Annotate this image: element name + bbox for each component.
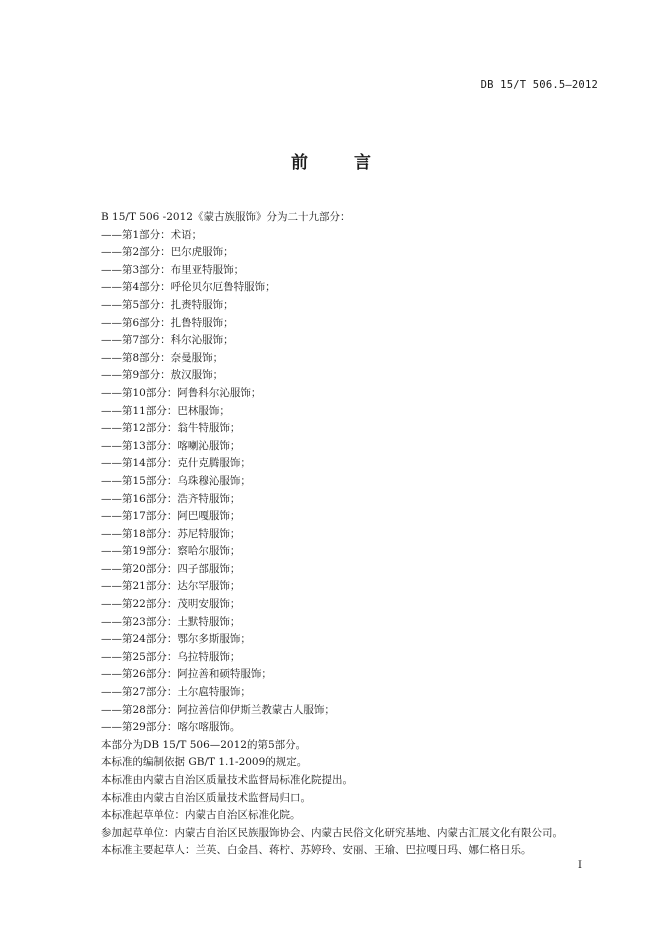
list-item: ——第10部分：阿鲁科尔沁服饰；: [101, 386, 262, 399]
list-item: ——第17部分：阿巴嘎服饰；: [101, 510, 241, 523]
list-item: ——第13部分：喀喇沁服饰；: [101, 439, 241, 452]
statement-drafting-basis: 本标准的编制依据 GB/T 1.1-2009的规定。: [101, 756, 308, 769]
list-item: ——第23部分：土默特服饰；: [101, 615, 241, 628]
list-item: ——第12部分：翁牛特服饰；: [101, 422, 241, 435]
statement-part-number: 本部分为DB 15/T 506—2012的第5部分。: [101, 738, 307, 751]
document-code: DB 15/T 506.5—2012: [480, 79, 598, 91]
list-item: ——第14部分：克什克腾服饰；: [101, 457, 251, 470]
statement-participating-units: 参加起草单位：内蒙古自治区民族服饰协会、内蒙古民俗文化研究基地、内蒙古汇展文化有限公司。: [101, 826, 563, 839]
list-item: ——第24部分：鄂尔多斯服饰；: [101, 633, 251, 646]
list-item: ——第15部分：乌珠穆沁服饰；: [101, 474, 251, 487]
list-item: ——第7部分：科尔沁服饰；: [101, 334, 234, 347]
list-item: ——第9部分：敖汉服饰；: [101, 369, 224, 382]
list-item: ——第22部分：茂明安服饰；: [101, 598, 241, 611]
page-number: I: [578, 860, 582, 871]
list-item: ——第27部分：土尔扈特服饰；: [101, 686, 251, 699]
list-item: ——第1部分：术语；: [101, 228, 203, 241]
statements-block: [101, 737, 631, 860]
list-item: ——第28部分：阿拉善信仰伊斯兰教蒙古人服饰；: [101, 703, 335, 716]
list-item: ——第29部分：喀尔喀服饰。: [101, 721, 241, 734]
list-item: ——第21部分：达尔罕服饰；: [101, 580, 241, 593]
list-item: ——第8部分：奈曼服饰；: [101, 351, 224, 364]
list-item: ——第18部分：苏尼特服饰；: [101, 527, 241, 540]
list-item: ——第5部分：扎赉特服饰；: [101, 298, 234, 311]
list-item: ——第16部分：浩齐特服饰；: [101, 492, 241, 505]
list-item: ——第25部分：乌拉特服饰；: [101, 650, 241, 663]
list-item: ——第11部分：巴林服饰；: [101, 404, 230, 417]
statement-proposer: 本标准由内蒙古自治区质量技术监督局标准化院提出。: [101, 774, 353, 786]
list-item: ——第20部分：四子部服饰；: [101, 562, 241, 575]
list-item: ——第26部分：阿拉善和硕特服饰；: [101, 668, 272, 681]
page-title: 前 言: [291, 153, 391, 173]
list-item: ——第4部分：呼伦贝尔厄鲁特服饰；: [101, 281, 276, 294]
list-item: ——第6部分：扎鲁特服饰；: [101, 316, 234, 329]
list-item: ——第3部分：布里亚特服饰；: [101, 263, 245, 276]
list-item: ——第19部分：察哈尔服饰；: [101, 545, 241, 558]
list-item: ——第2部分：巴尔虎服饰；: [101, 246, 234, 259]
foreword-body: [101, 209, 631, 860]
statement-centralized: 本标准由内蒙古自治区质量技术监督局归口。: [101, 791, 311, 804]
intro-line: B 15/T 506 -2012《蒙古族服饰》分为二十九部分：: [101, 211, 351, 223]
statement-main-drafters: 本标准主要起草人：兰英、白金昌、蒋柠、苏婷玲、安丽、王瑜、巴拉嘎日玛、娜仁格日乐。: [101, 844, 532, 857]
parts-list: [101, 227, 631, 737]
statement-drafting-unit: 本标准起草单位：内蒙古自治区标准化院。: [101, 809, 301, 822]
